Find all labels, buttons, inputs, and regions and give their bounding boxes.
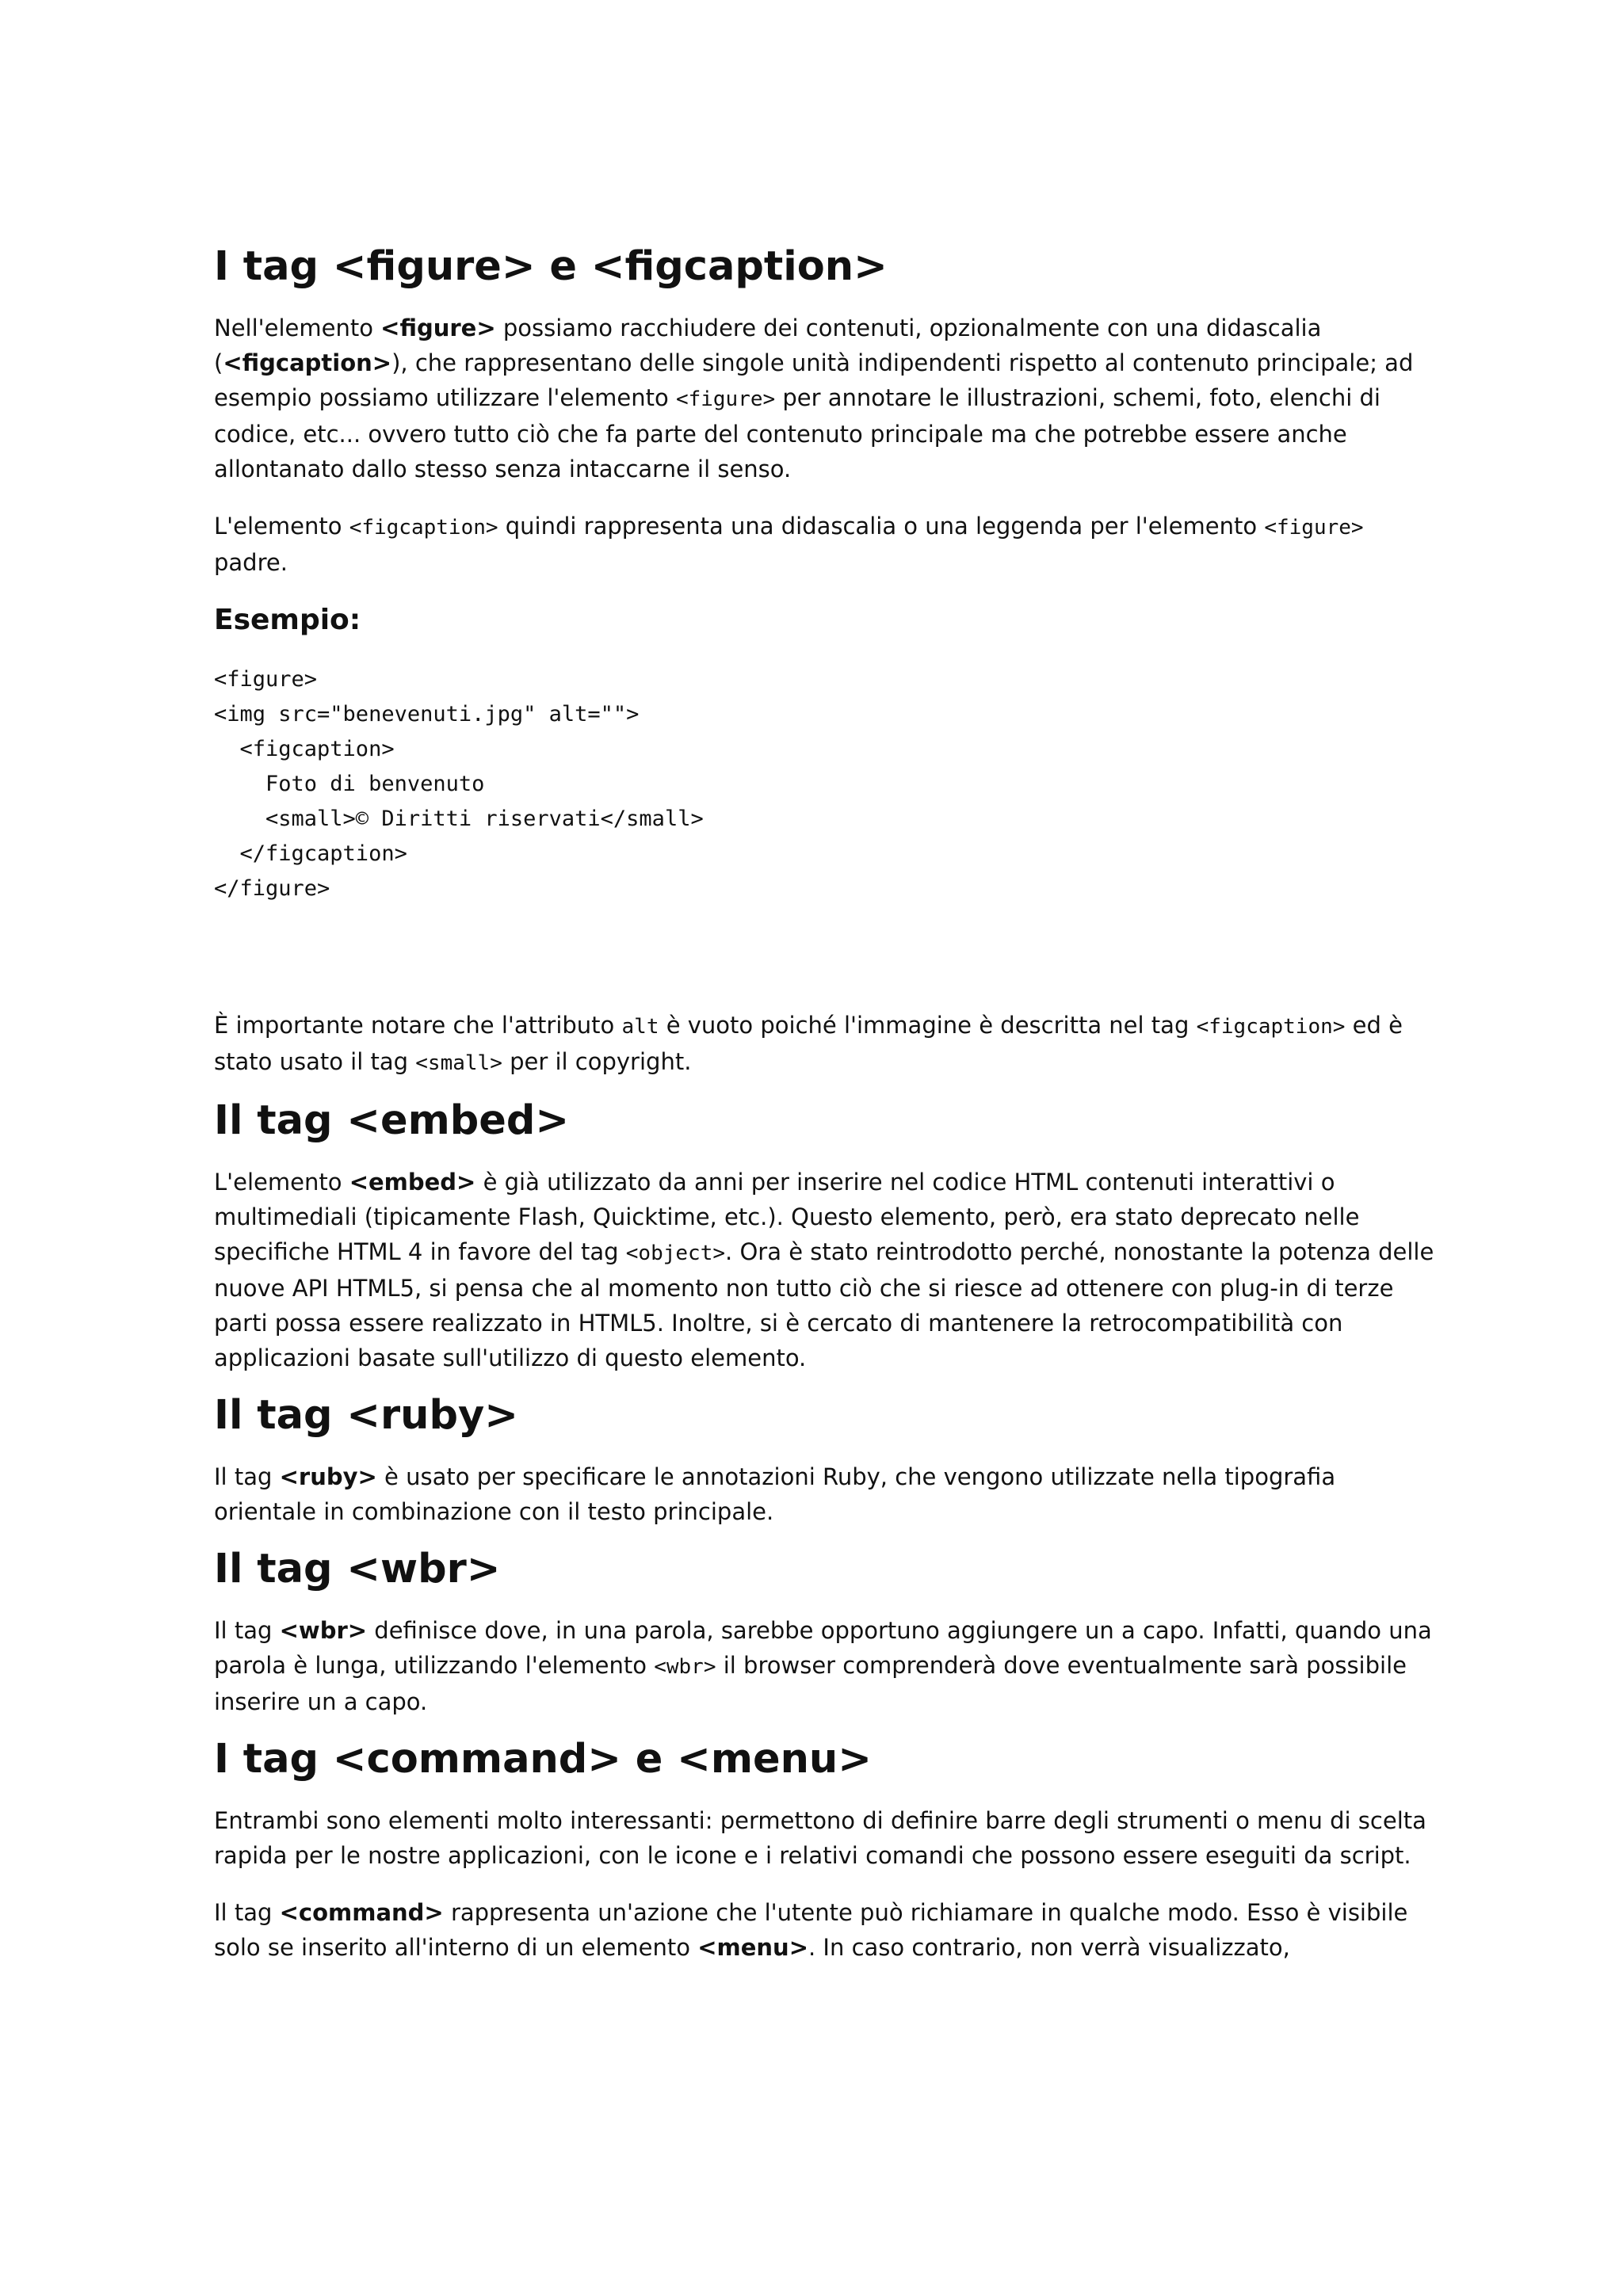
- heading-embed: Il tag <embed>: [214, 1097, 570, 1144]
- heading-wbr: Il tag <wbr>: [214, 1546, 501, 1592]
- inline-code-alt: alt: [621, 1015, 659, 1039]
- figure-paragraph-1: Nell'elemento <figure> possiamo racchiudere dei contenuti, opzionalmente con una didascalia (<figcaption>), che rappresentano delle singole unità indipendenti rispetto al contenuto principale; ad esempio possiamo utilizzare l'elemento <figure> per annotare le illustrazioni, schemi, foto, elenchi di codice, etc... ovvero tutto ciò che fa parte del contenuto principale ma che potrebbe essere anche allontanato dallo stesso senza intaccarne il senso.: [214, 315, 1414, 482]
- bold-wbr-tag: <wbr>: [279, 1617, 368, 1644]
- figure-paragraph-3: È importante notare che l'attributo alt è vuoto poiché l'immagine è descritta nel tag <figcaption> ed è stato usato il tag <small> per il copyright.: [214, 1012, 1403, 1075]
- document-body: [214, 242, 1434, 1987]
- wbr-paragraph: Il tag <wbr> definisce dove, in una parola, sarebbe opportuno aggiungere un a capo. Infatti, quando una parola è lunga, utilizzando l'elemento <wbr> il browser comprenderà dove eventualmente sarà possibile inserire un a capo.: [214, 1617, 1432, 1715]
- heading-ruby: Il tag <ruby>: [214, 1392, 518, 1439]
- bold-menu-tag: <menu>: [697, 1934, 808, 1961]
- command-paragraph-1: Entrambi sono elementi molto interessanti: permettono di definire barre degli strumenti o menu di scelta rapida per le nostre applicazioni, con le icone e i relativi comandi che possono essere eseguiti da script.: [214, 1807, 1426, 1869]
- example-label: Esempio:: [214, 604, 361, 636]
- bold-figure-tag: <figure>: [380, 315, 496, 341]
- inline-code-figcaption: <figcaption>: [349, 516, 498, 540]
- heading-command-menu: I tag <command> e <menu>: [214, 1736, 872, 1783]
- inline-code-figure: <figure>: [675, 387, 776, 411]
- code-example: <figure> <img src="benevenuti.jpg" alt=""> <figcaption> Foto di benvenuto <small>© Diritti riservati</small> </figcaption> </figure>: [214, 667, 704, 901]
- embed-paragraph: L'elemento <embed> è già utilizzato da anni per inserire nel codice HTML contenuti interattivi o multimediali (tipicamente Flash, Quicktime, etc.). Questo elemento, però, era stato deprecato nelle specifiche HTML 4 in favore del tag <object>. Ora è stato reintrodotto perché, nonostante la potenza delle nuove API HTML5, si pensa che al momento non tutto ciò che si riesce ad ottenere con plug-in di terze parti possa essere realizzato in HTML5. Inoltre, si è cercato di mantenere la retrocompatibilità con applicazioni basate sull'utilizzo di questo elemento.: [214, 1169, 1434, 1371]
- bold-figcaption-tag: <figcaption>: [223, 349, 392, 376]
- inline-code-small: <small>: [415, 1051, 502, 1075]
- bold-command-tag: <command>: [279, 1899, 444, 1926]
- figure-paragraph-2: L'elemento <figcaption> quindi rappresenta una didascalia o una leggenda per l'elemento <figure> padre.: [214, 513, 1364, 576]
- heading-figure: I tag <figure> e <figcaption>: [214, 243, 888, 290]
- inline-code-figcaption: <figcaption>: [1196, 1015, 1346, 1039]
- inline-code-object: <object>: [625, 1241, 726, 1265]
- bold-embed-tag: <embed>: [349, 1169, 476, 1196]
- ruby-paragraph: Il tag <ruby> è usato per specificare le annotazioni Ruby, che vengono utilizzate nella tipografia orientale in combinazione con il testo principale.: [214, 1463, 1336, 1525]
- inline-code-wbr: <wbr>: [654, 1655, 716, 1679]
- command-paragraph-2: Il tag <command> rappresenta un'azione che l'utente può richiamare in qualche modo. Esso è visibile solo se inserito all'interno di un elemento <menu>. In caso contrario, non verrà visualizzato,: [214, 1899, 1408, 1961]
- inline-code-figure: <figure>: [1264, 516, 1364, 540]
- bold-ruby-tag: <ruby>: [279, 1463, 377, 1490]
